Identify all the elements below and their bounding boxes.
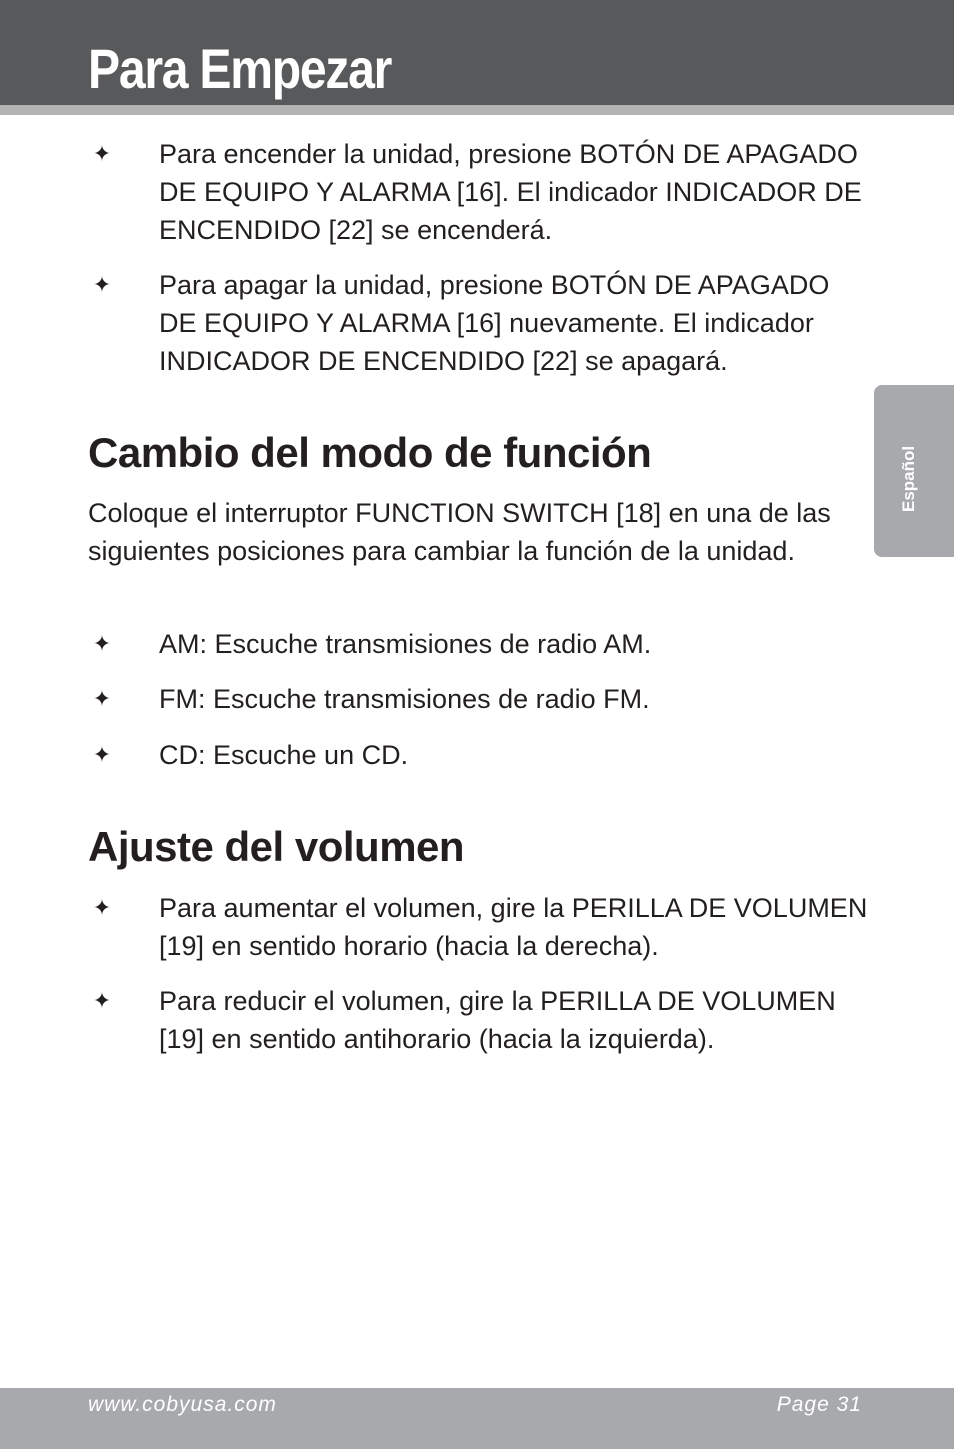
list-item-text: Para encender la unidad, presione BOTÓN DE APAGADO DE EQUIPO Y ALARMA [16]. El indicador INDICADOR DE ENCENDIDO [22] se encenderá. [159, 139, 862, 245]
list-item-text: Para aumentar el volumen, gire la PERILLA DE VOLUMEN [19] en sentido horario (hacia la derecha). [159, 893, 868, 961]
function-paragraph: Coloque el interruptor FUNCTION SWITCH [18] en una de las siguientes posiciones para cambiar la función de la unidad. [88, 498, 831, 566]
page-title: Para Empezar [88, 37, 392, 100]
footer-page-number: Page 31 [776, 1393, 862, 1416]
star-bullet-icon: ✦ [92, 742, 112, 767]
list-item-text: Para apagar la unidad, presione BOTÓN DE APAGADO DE EQUIPO Y ALARMA [16] nuevamente. El indicador INDICADOR DE ENCENDIDO [22] se apagará. [159, 270, 830, 376]
star-bullet-icon: ✦ [92, 988, 112, 1013]
list-item-text: AM: Escuche transmisiones de radio AM. [159, 629, 652, 659]
list-item-text: CD: Escuche un CD. [159, 740, 409, 770]
language-tab-label: Español [899, 445, 918, 512]
star-bullet-icon: ✦ [92, 895, 112, 920]
star-bullet-icon: ✦ [92, 141, 112, 166]
list-item-text: Para reducir el volumen, gire la PERILLA DE VOLUMEN [19] en sentido antihorario (hacia la izquierda). [159, 986, 836, 1054]
section-heading-function: Cambio del modo de función [88, 429, 652, 476]
header-rule [0, 105, 954, 115]
list-item-text: FM: Escuche transmisiones de radio FM. [159, 684, 650, 714]
footer-url: www.cobyusa.com [88, 1393, 277, 1416]
star-bullet-icon: ✦ [92, 631, 112, 656]
section-heading-volume: Ajuste del volumen [88, 823, 465, 870]
star-bullet-icon: ✦ [92, 686, 112, 711]
star-bullet-icon: ✦ [92, 272, 112, 297]
